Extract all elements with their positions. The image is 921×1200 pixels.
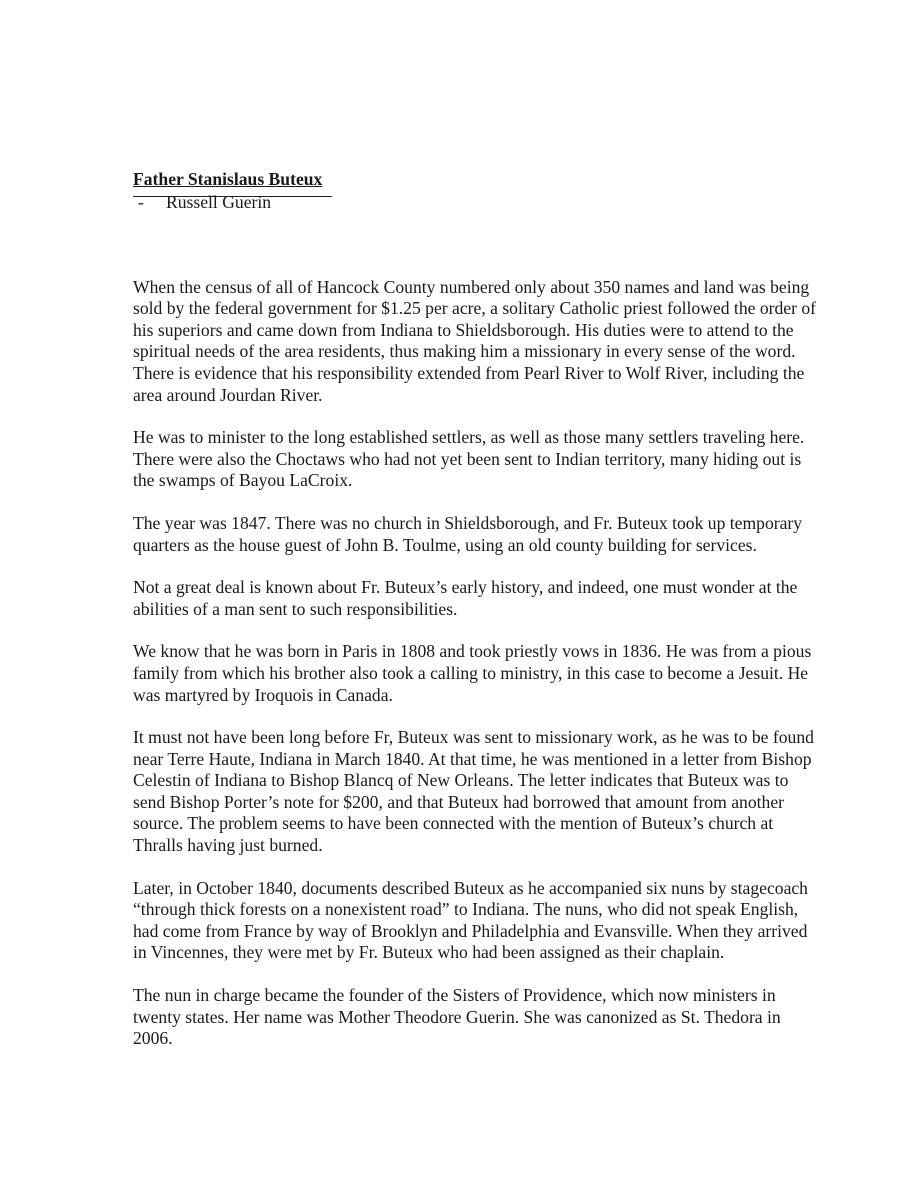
paragraph: The year was 1847. There was no church in Shieldsborough, and Fr. Buteux took up temporary quarters as the house guest of John B. Toulme, using an old county building for services. bbox=[133, 512, 803, 555]
author-name: Russell Guerin bbox=[166, 191, 272, 212]
paragraph: The nun in charge became the founder of the Sisters of Providence, which now ministers in twenty states. Her name was Mother Theodore Guerin. She was canonized as St. Thedora in 2006. bbox=[133, 985, 781, 1049]
paragraph: Later, in October 1840, documents described Buteux as he accompanied six nuns by stagecoach “through thick forests on a nonexistent road” to Indiana. The nuns, who did not speak English, had come from France by way of Brooklyn and Philadelphia and Evansville. When they arrived in Vincennes, they were met by Fr. Buteux who had been assigned as their chaplain. bbox=[133, 877, 808, 963]
document-title: Father Stanislaus Buteux bbox=[133, 169, 323, 189]
paragraph: Not a great deal is known about Fr. Buteux’s early history, and indeed, one must wonder at the abilities of a man sent to such responsibilities. bbox=[133, 577, 798, 619]
document-body bbox=[133, 277, 823, 1050]
document-content bbox=[133, 168, 823, 1071]
paragraph: We know that he was born in Paris in 1808 and took priestly vows in 1836. He was from a pious family from which his brother also took a calling to ministry, in this case to become a Jesuit. He was martyred by Iroquois in Canada. bbox=[133, 641, 812, 705]
author-line bbox=[133, 191, 823, 213]
author-dash: - bbox=[138, 191, 144, 212]
paragraph: It must not have been long before Fr, Buteux was sent to missionary work, as he was to be found near Terre Haute, Indiana in March 1840. At that time, he was mentioned in a letter from Bishop Celestin of Indiana to Bishop Blancq of New Orleans. The letter indicates that Buteux was to send Bishop Porter’s note for $200, and that Buteux had borrowed that amount from another source. The problem seems to have been connected with the mention of Buteux’s church at Thralls having just burned. bbox=[133, 727, 814, 856]
paragraph: When the census of all of Hancock County numbered only about 350 names and land was being sold by the federal government for $1.25 per acre, a solitary Catholic priest followed the order of his superiors and came down from Indiana to Shieldsborough. His duties were to attend to the spiritual needs of the area residents, thus making him a missionary in every sense of the word. There is evidence that his responsibility extended from Pearl River to Wolf River, including the area around Jourdan River. bbox=[133, 276, 816, 405]
paragraph: He was to minister to the long established settlers, as well as those many settlers traveling here. There were also the Choctaws who had not yet been sent to Indian territory, many hiding out is the swamps of Bayou LaCroix. bbox=[133, 427, 805, 491]
